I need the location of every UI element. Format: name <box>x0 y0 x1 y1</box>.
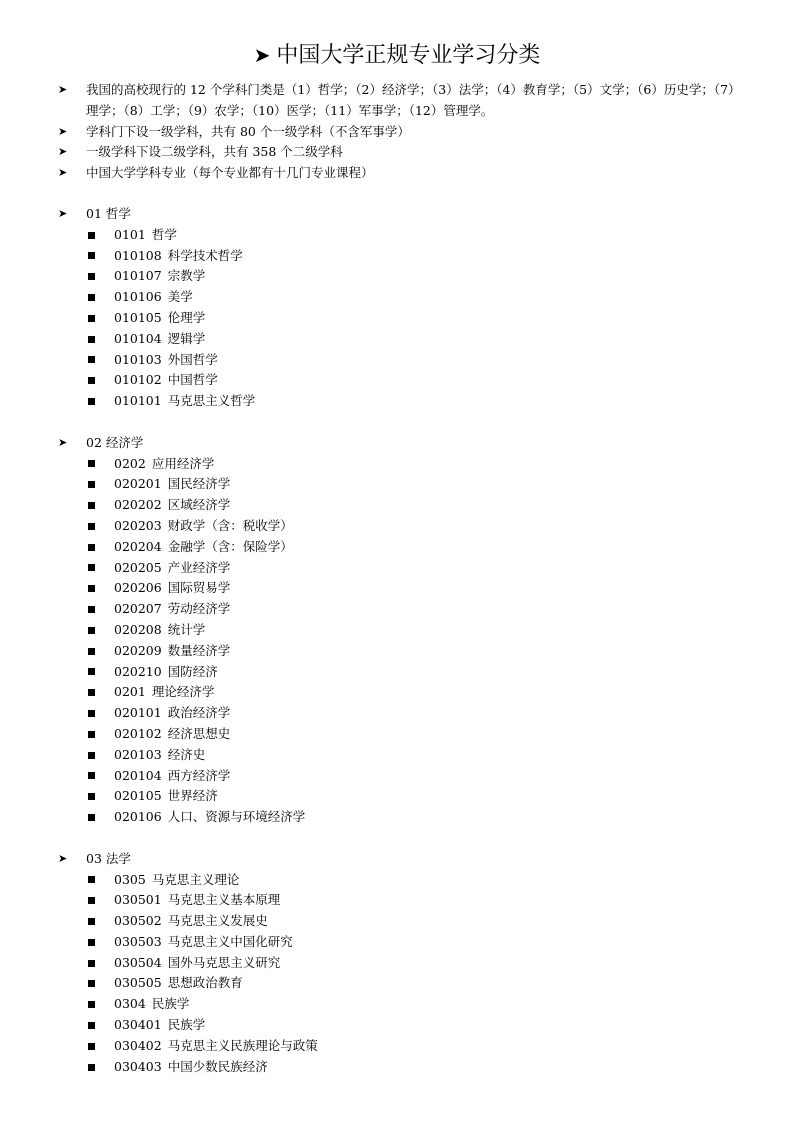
subject-code: 030502 <box>114 913 162 929</box>
list-item <box>86 266 748 287</box>
subject-code: 020103 <box>114 746 162 762</box>
subject-name: 政治经济学 <box>167 705 231 721</box>
subject-name: 世界经济 <box>167 788 218 804</box>
subject-name: 数量经济学 <box>167 642 231 658</box>
subject-name: 马克思主义基本原理 <box>167 892 281 908</box>
subject-code: 020202 <box>114 497 162 513</box>
subject-name: 国防经济 <box>167 663 218 679</box>
subject-code: 030501 <box>114 892 162 908</box>
square-bullet-icon <box>88 710 95 717</box>
intro-item <box>58 142 748 163</box>
subject-name: 理论经济学 <box>151 684 215 700</box>
subject-name: 外国哲学 <box>167 351 218 367</box>
list-item <box>86 1057 748 1078</box>
square-bullet-icon <box>88 980 95 987</box>
discipline-sections <box>58 204 748 1098</box>
subject-code: 030402 <box>114 1037 162 1053</box>
list-item <box>86 973 748 994</box>
subject-code: 030505 <box>114 975 162 991</box>
subject-name: 马克思主义理论 <box>151 871 240 887</box>
discipline-section <box>58 433 748 828</box>
square-bullet-icon <box>88 398 95 405</box>
square-bullet-icon <box>88 585 95 592</box>
page-title <box>0 40 794 71</box>
page-title-text: 中国大学正规专业学习分类 <box>276 43 541 68</box>
subject-name: 经济史 <box>167 746 206 762</box>
subject-list <box>86 454 748 828</box>
list-item <box>86 953 748 974</box>
square-bullet-icon <box>88 752 95 759</box>
subject-code: 020209 <box>114 642 162 658</box>
list-item <box>86 766 748 787</box>
subject-code: 020205 <box>114 559 162 575</box>
subject-name: 应用经济学 <box>151 455 215 471</box>
subject-name: 中国少数民族经济 <box>167 1058 268 1074</box>
list-item <box>86 599 748 620</box>
subject-code: 010108 <box>114 247 162 263</box>
square-bullet-icon <box>88 564 95 571</box>
list-item <box>86 578 748 599</box>
subject-code: 010105 <box>114 309 162 325</box>
arrow-bullet-icon: ➤ <box>253 43 271 67</box>
list-item <box>86 703 748 724</box>
subject-name: 西方经济学 <box>167 767 231 783</box>
list-item <box>86 1015 748 1036</box>
square-bullet-icon <box>88 731 95 738</box>
list-item <box>86 454 748 475</box>
subject-code: 020203 <box>114 517 162 533</box>
list-item <box>86 308 748 329</box>
square-bullet-icon <box>88 793 95 800</box>
list-item <box>86 558 748 579</box>
section-heading-text: 03 法学 <box>86 850 131 866</box>
square-bullet-icon <box>88 377 95 384</box>
subject-code: 020206 <box>114 580 162 596</box>
list-item <box>86 391 748 412</box>
subject-name: 美学 <box>167 289 193 305</box>
subject-name: 人口、资源与环境经济学 <box>167 809 306 825</box>
list-item <box>86 246 748 267</box>
subject-code: 020106 <box>114 809 162 825</box>
section-heading <box>58 204 748 225</box>
subject-name: 区域经济学 <box>167 497 231 513</box>
subject-name: 伦理学 <box>167 309 206 325</box>
subject-code: 020210 <box>114 663 162 679</box>
subject-code: 030503 <box>114 933 162 949</box>
square-bullet-icon <box>88 502 95 509</box>
subject-name: 马克思主义民族理论与政策 <box>167 1037 318 1053</box>
subject-code: 010104 <box>114 330 162 346</box>
subject-name: 思想政治教育 <box>167 975 243 991</box>
list-item <box>86 682 748 703</box>
square-bullet-icon <box>88 939 95 946</box>
list-item <box>86 620 748 641</box>
list-item <box>86 287 748 308</box>
intro-item <box>58 122 748 143</box>
square-bullet-icon <box>88 897 95 904</box>
intro-text: 一级学科下设二级学科，共有 358 个二级学科 <box>86 144 343 160</box>
subject-name: 中国哲学 <box>167 372 218 388</box>
list-item <box>86 745 748 766</box>
subject-name: 马克思主义中国化研究 <box>167 933 293 949</box>
subject-code: 020101 <box>114 705 162 721</box>
square-bullet-icon <box>88 315 95 322</box>
square-bullet-icon <box>88 606 95 613</box>
square-bullet-icon <box>88 232 95 239</box>
list-item <box>86 350 748 371</box>
intro-text: 学科门下设一级学科，共有 80 个一级学科（不含军事学） <box>86 123 410 139</box>
square-bullet-icon <box>88 1064 95 1071</box>
square-bullet-icon <box>88 460 95 467</box>
list-item <box>86 911 748 932</box>
subject-code: 020105 <box>114 788 162 804</box>
subject-code: 020204 <box>114 538 162 554</box>
list-item <box>86 474 748 495</box>
subject-name: 哲学 <box>151 226 177 242</box>
subject-list <box>86 870 748 1078</box>
subject-code: 020104 <box>114 767 162 783</box>
discipline-section <box>58 849 748 1078</box>
square-bullet-icon <box>88 481 95 488</box>
list-item <box>86 537 748 558</box>
square-bullet-icon <box>88 356 95 363</box>
subject-code: 020207 <box>114 601 162 617</box>
arrow-bullet-icon: ➤ <box>58 124 68 138</box>
section-heading-text: 02 经济学 <box>86 434 144 450</box>
square-bullet-icon <box>88 689 95 696</box>
list-item <box>86 807 748 828</box>
subject-code: 0201 <box>114 684 146 700</box>
subject-name: 马克思主义发展史 <box>167 913 268 929</box>
arrow-bullet-icon: ➤ <box>58 166 68 180</box>
intro-item <box>58 80 748 122</box>
subject-list <box>86 225 748 412</box>
subject-code: 010102 <box>114 372 162 388</box>
square-bullet-icon <box>88 544 95 551</box>
subject-code: 030504 <box>114 954 162 970</box>
subject-name: 逻辑学 <box>167 330 206 346</box>
subject-name: 马克思主义哲学 <box>167 393 256 409</box>
square-bullet-icon <box>88 918 95 925</box>
subject-code: 0305 <box>114 871 146 887</box>
subject-code: 0202 <box>114 455 146 471</box>
intro-item <box>58 163 748 184</box>
subject-name: 科学技术哲学 <box>167 247 243 263</box>
subject-code: 010101 <box>114 393 162 409</box>
list-item <box>86 932 748 953</box>
subject-name: 国外马克思主义研究 <box>167 954 281 970</box>
list-item <box>86 225 748 246</box>
square-bullet-icon <box>88 252 95 259</box>
square-bullet-icon <box>88 336 95 343</box>
square-bullet-icon <box>88 772 95 779</box>
subject-name: 劳动经济学 <box>167 601 231 617</box>
square-bullet-icon <box>88 523 95 530</box>
square-bullet-icon <box>88 627 95 634</box>
square-bullet-icon <box>88 1043 95 1050</box>
subject-code: 0304 <box>114 996 146 1012</box>
subject-code: 0101 <box>114 226 146 242</box>
square-bullet-icon <box>88 960 95 967</box>
intro-text: 中国大学学科专业（每个专业都有十几门专业课程） <box>86 165 374 181</box>
list-item <box>86 641 748 662</box>
intro-text: 我国的高校现行的 12 个学科门类是（1）哲学；（2）经济学；（3）法学；（4）教育学；（5）文学；（6）历史学；（7）理学；（8）工学；（9）农学；（10）医学；（11）军事学；（12）管理学。 <box>86 82 741 118</box>
square-bullet-icon <box>88 294 95 301</box>
list-item <box>86 662 748 683</box>
square-bullet-icon <box>88 814 95 821</box>
list-item <box>86 1036 748 1057</box>
square-bullet-icon <box>88 668 95 675</box>
arrow-bullet-icon: ➤ <box>58 83 68 96</box>
arrow-bullet-icon: ➤ <box>58 851 68 865</box>
subject-name: 经济思想史 <box>167 725 231 741</box>
list-item <box>86 786 748 807</box>
subject-code: 020201 <box>114 476 162 492</box>
subject-name: 国际贸易学 <box>167 580 231 596</box>
list-item <box>86 870 748 891</box>
subject-code: 010106 <box>114 289 162 305</box>
subject-name: 宗教学 <box>167 268 206 284</box>
subject-name: 国民经济学 <box>167 476 231 492</box>
arrow-bullet-icon: ➤ <box>58 145 68 159</box>
list-item <box>86 516 748 537</box>
list-item <box>86 724 748 745</box>
subject-code: 020208 <box>114 621 162 637</box>
subject-name: 金融学（含：保险学） <box>167 538 293 554</box>
list-item <box>86 329 748 350</box>
subject-name: 财政学（含：税收学） <box>167 517 293 533</box>
subject-name: 统计学 <box>167 621 206 637</box>
subject-name: 民族学 <box>151 996 190 1012</box>
intro-list <box>58 80 748 184</box>
discipline-section <box>58 204 748 412</box>
square-bullet-icon <box>88 648 95 655</box>
square-bullet-icon <box>88 1022 95 1029</box>
square-bullet-icon <box>88 876 95 883</box>
subject-code: 020102 <box>114 725 162 741</box>
subject-code: 030403 <box>114 1058 162 1074</box>
section-heading-text: 01 哲学 <box>86 206 131 221</box>
list-item <box>86 994 748 1015</box>
subject-name: 民族学 <box>167 1017 206 1033</box>
list-item <box>86 890 748 911</box>
subject-name: 产业经济学 <box>167 559 231 575</box>
list-item <box>86 370 748 391</box>
square-bullet-icon <box>88 1001 95 1008</box>
subject-code: 030401 <box>114 1017 162 1033</box>
arrow-bullet-icon: ➤ <box>58 435 68 449</box>
section-heading <box>58 433 748 454</box>
section-heading <box>58 849 748 870</box>
arrow-bullet-icon: ➤ <box>58 207 68 220</box>
subject-code: 010107 <box>114 268 162 284</box>
subject-code: 010103 <box>114 351 162 367</box>
square-bullet-icon <box>88 273 95 280</box>
list-item <box>86 495 748 516</box>
